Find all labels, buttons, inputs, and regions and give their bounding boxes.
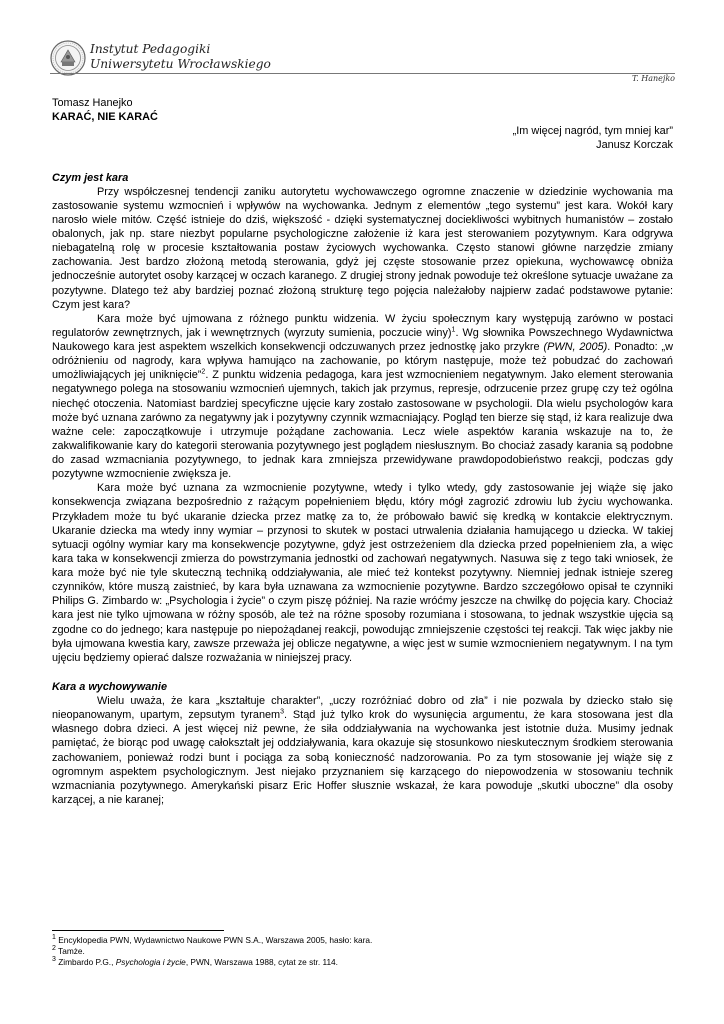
footnote-3: $^3$ Zimbardo P.G., Psychologia i życie, PWN, Warszawa 1988, cytat ze str. 114. — [52, 956, 338, 967]
paragraph: Kara może być ujmowana z różnego punktu widzenia. W życiu społecznym kary występują zarówno w postaci regulatorów zewnętrznych, jak i wewnętrznych (wyrzuty sumienia, poczucie winy)$^1$. Wg słownika Powszechnego Wydawnictwa Naukowego kara jest aspektem wszelkich konsekwencji odczuwanych przez jednostkę jako przykre (PWN, 2005). Ponadto: „w odróżnieniu od nagrody, kara wpływa hamująco na zachowanie, po którym następuje, może też pobudzać do zachowań umożliwiających jej uniknięcie”$^2$. Z punktu widzenia pedagoga, kara jest wzmocnieniem negatywnym. Jako element sterowania negatywnego polega na stosowaniu wzmocnień ujemnych, takich jak przymus, represje, odrzucenie przez grupę czy też ogólna niechęć otoczenia. Natomiast bardziej specyficzne ujęcie kary zostało zastosowane w psychologii. Dla wielu psychologów kara może być uznana zarówno za negatywny jak i pozytywny czynnik wzmacniający. Pogląd ten bierze się stąd, iż kara realizuje dwa ważne cele: zapoczątkowuje i utrzymuje pożądane zachowania. Lecz wiele aspektów karania wskazuje na to, że zakwalifikowanie kary do kategorii sterowania pozytywnego jest poglądem niesłusznym. Bo chociaż zasady karania są podobne do zasad wzmacniania pozytywnego, to jednak kara zmniejsza przewidywane prawdopodobieństwo reakcji, podczas gdy pozytywne wzmocnienie zwiększa je. — [52, 312, 674, 481]
institute-line-2: Uniwersytetu Wrocławskiego — [90, 57, 271, 71]
institute-line-1: Instytut Pedagogiki — [90, 42, 211, 56]
document-body — [52, 96, 673, 807]
paragraph: Wielu uważa, że kara „kształtuje charakter”, „uczy rozróżniać dobro od zła” i nie pozwala by dziecko stało się nieopanowanym, upartym, zepsutym tyranem$^3$. Stąd już tylko krok do wysunięcia argumentu, że kara stosowana jest dla własnego dobra dzieci. A jest więcej niż pewne, że siła oddziaływania na wychowanka jest istotnie duża. Musimy jednak pamiętać, że biorąc pod uwagę całokształt jej oddziaływania, kara okazuje się stosunkowo nieskutecznym środkiem sterowania zachowaniem, ponieważ rodzi bunt i pociąga za sobą konieczność nadzorowania. Po za tym stosowanie jej wiąże się z ogromnym aspektem psychologicznym. Jest niejako przyznaniem się karzącego do niepowodzenia w stosowaniu technik wzmacniania pozytywnego. Amerykański pisarz Eric Hoffer słusznie wskazał, że kara powoduje „skutki uboczne” dla osoby karzącej, a nie karanej; — [52, 695, 673, 806]
section-heading-1: Czym jest kara — [52, 171, 129, 184]
header-rule — [50, 73, 675, 74]
university-seal-icon — [50, 40, 86, 76]
motto — [52, 124, 673, 152]
footnote-ref: 3 — [280, 708, 285, 716]
document-title: KARAĆ, NIE KARAĆ — [52, 111, 158, 124]
paragraph: Przy współczesnej tendencji zaniku autorytetu wychowawczego ogromne znaczenie w dziedzinie wychowania ma zastosowanie systemu wzmocnień i wpływów na wychowanka. Jednym z elementów „tego systemu” jest kara. Wokół kary narosło wiele mitów. Część istnieje do dziś, większość - dzięki systematycznej dociekliwości wybitnych humanistów – zostało obalonych, jak np. stare niezbyt popularne psychologiczne założenie iż kara jest sterowaniem pozytywnym. Kara odgrywa niebagatelną rolę w procesie kształtowania postaw życiowych wychowanka. Często stanowi główne narzędzie zmiany zachowania. Jest bardzo złożoną metodą sterowania, gdyż jej częste stosowanie przez opiekuna, wychowawcę obniża jednocześnie autorytet osoby karzącej w oczach karanego. Z drugiej strony jednak powoduje też określone sytuacje uważane za pozytywne. Dlatego też aby bardziej poznać złożoną strukturę tego pojęcia należałoby najpierw zadać podstawowe pytanie: Czym jest kara? — [52, 185, 673, 311]
paragraph: Kara może być uznana za wzmocnienie pozytywne, wtedy i tylko wtedy, gdy zastosowanie jej wiąże się jako konsekwencja związana bezpośrednio z rażącym popełnieniem błędu, który mógł zagrozić zdrowiu lub życiu wychowanka. Przykładem może tu być ukaranie dziecka przez matkę za to, że próbowało bawić się kredką w kontakcie elektrycznym. Ukaranie dziecka ma wtedy inny wymiar – przynosi to skutek w postaci utrwalenia działania hamującego u dziecka. W takiej sytuacji ogólny wymiar kary ma konsekwencje pozytywne, gdyż jest ostrzeżeniem dla dziecka przed popełnieniem zła, a więc kara taka w konsekwencji zmierza do powstrzymania jednostki od zachowań negatywnych. Nasuwa się z tego taki wniosek, że kara może być nie tyle skuteczną techniką oddziaływania, ale mieć też kontekst pozytywny. Niemniej jednak istnieje szereg czynników, które muszą zaistnieć, by kara była uznawana za wzmocnienie pozytywne. Bardzo szczegółowo opisał te czynniki Philips G. Zimbardo w: „Psychologia i życie” o czym piszę później. Na razie wróćmy jeszcze na chwilkę do pojęcia kary. Chociaż kara jest nie tylko ujmowana w różny sposób, ale też na różne sposoby rozumiana i stosowana, to jednak wszystkie ujęcia są zgodne co do jednego; kara następuje po niepożądanej reakcji, powodując zmniejszenie częstości tej reakcji. Tak więc jakby nie była ujmowana kwestia kary, zawsze przeważa jej oblicze negatywne, a więc jest w sumie wzmocnieniem negatywnym. I na tym ujęciu będziemy opierać dalsze rozważania w niniejszej pracy. — [52, 482, 673, 664]
institute-name — [90, 42, 271, 72]
header-author-tag: T. Hanejko — [631, 74, 675, 83]
author-name: Tomasz Hanejko — [52, 97, 133, 109]
footnote-rule — [52, 930, 224, 931]
footnote-1: $^1$ Encyklopedia PWN, Wydawnictwo Naukowe PWN S.A., Warszawa 2005, hasło: kara. — [52, 934, 373, 945]
motto-source: Janusz Korczak — [596, 139, 673, 152]
footnote-ref: 1 — [451, 326, 456, 334]
section-heading-2: Kara a wychowywanie — [52, 680, 168, 693]
footnotes — [52, 930, 673, 968]
motto-quote: „Im więcej nagród, tym mniej kar” — [512, 125, 673, 138]
footnote-2: $^2$ Tamże. — [52, 945, 85, 956]
page-header — [50, 40, 675, 84]
footnote-ref: 2 — [201, 368, 206, 376]
